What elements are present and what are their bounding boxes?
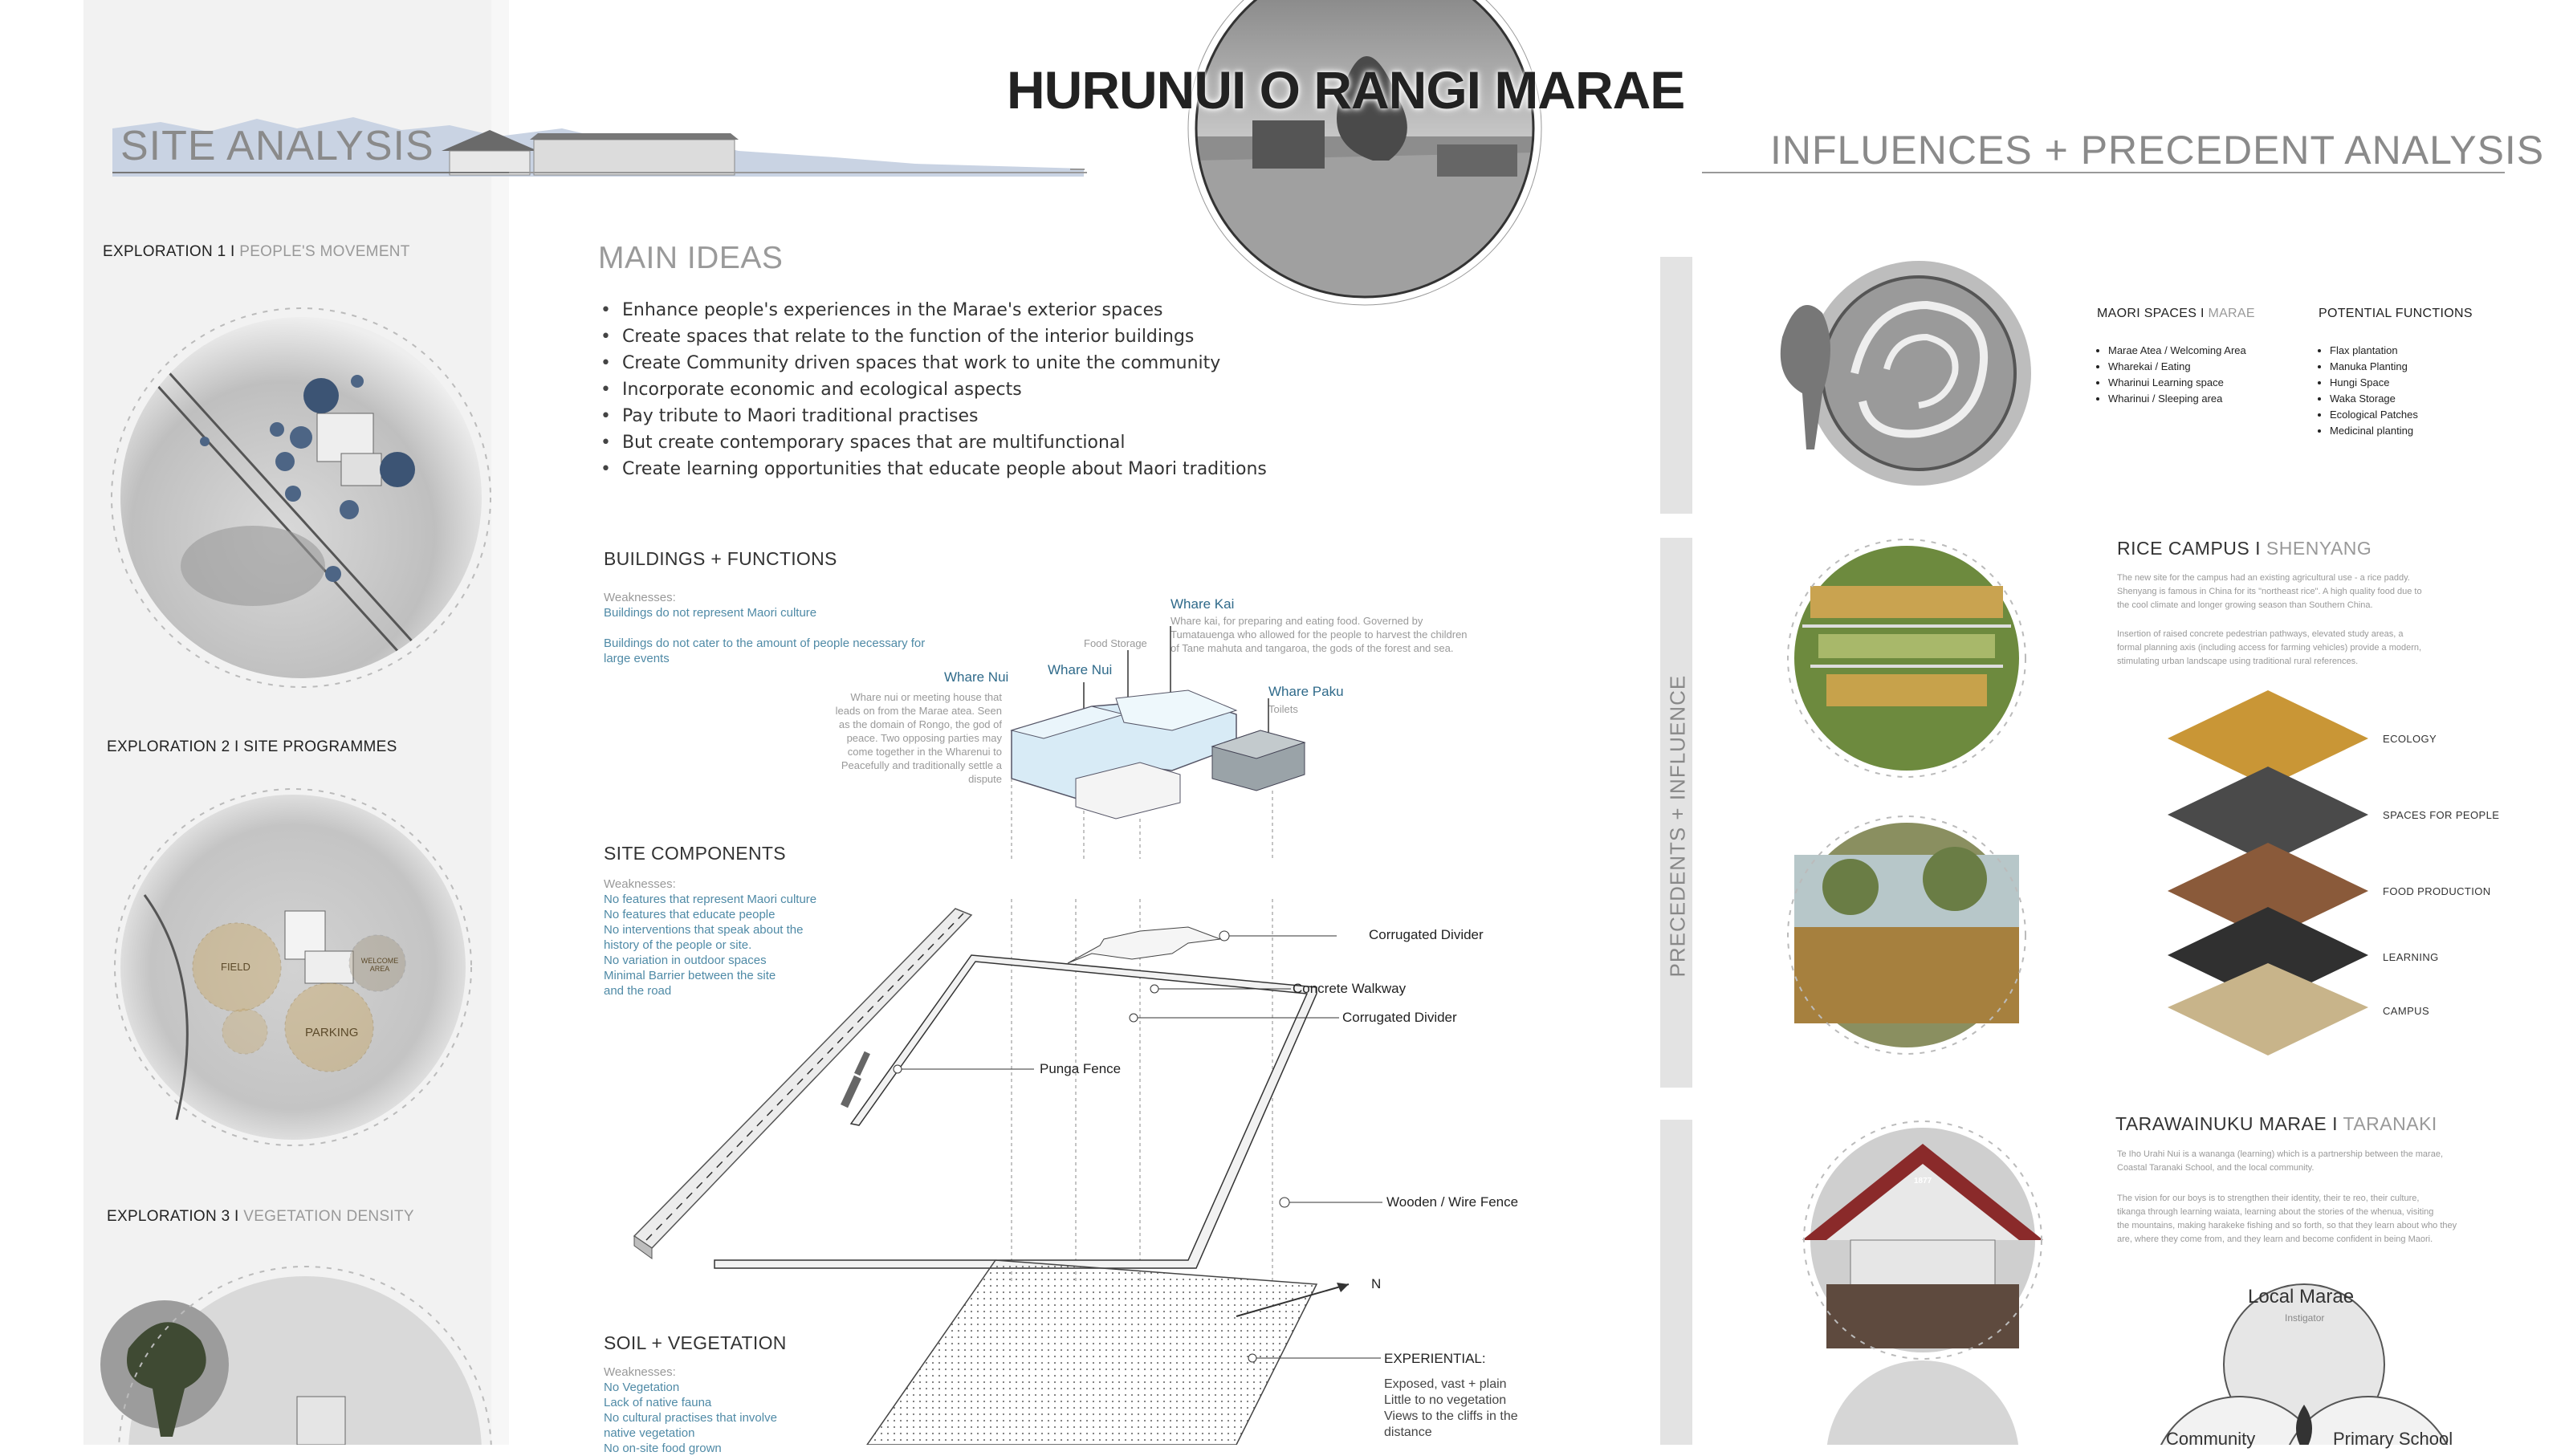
influences-title: INFLUENCES + PRECEDENT ANALYSIS [1770, 128, 2545, 173]
venn-instigator: Instigator [2285, 1312, 2325, 1324]
venn-community: Community [2166, 1429, 2256, 1449]
potential-function-item: • Hungi Space [2330, 375, 2418, 391]
north-label: N [1371, 1276, 1382, 1291]
field-label: FIELD [221, 961, 250, 973]
concrete-walkway-label: Concrete Walkway [1293, 981, 1407, 996]
soil-weaknesses: Weaknesses: No Vegetation Lack of native fauna No cultural practises that involve native vegetation No on-site food grown [604, 1365, 777, 1455]
header-rule-right [1702, 169, 2505, 177]
tarawainuku-paragraph-2: The vision for our boys is to strengthen their identity, their te reo, their culture, tikanga through learning waiata, learning about the stories of the whenua, visiting the mountains, making harakeke fishing and so forth, so that they learn about who they are, where they come from, and they learn and become confident in being Maori. [2117, 1194, 2457, 1244]
exploration-3-label: EXPLORATION 3 I VEGETATION DENSITY [107, 1208, 414, 1225]
buildings-title: BUILDINGS + FUNCTIONS [604, 548, 837, 569]
main-idea-item: • Pay tribute to Maori traditional practises [601, 403, 1267, 429]
rice-campus-title: RICE CAMPUS I SHENYANG [2117, 538, 2372, 559]
wooden-fence-label: Wooden / Wire Fence [1386, 1194, 1519, 1210]
layer-label-food: FOOD PRODUCTION [2383, 885, 2491, 897]
whare-nui-label: Whare Nui [1048, 662, 1113, 677]
marae-globe-image [1084, 0, 1646, 313]
maori-space-item: • Wharekai / Eating [2108, 359, 2246, 375]
vertical-bar-3 [1660, 1120, 1692, 1445]
main-idea-item: • Incorporate economic and ecological aspects [601, 376, 1267, 403]
exploration-2-label: EXPLORATION 2 I SITE PROGRAMMES [107, 738, 397, 755]
tarawainuku-paragraph-1: Te Iho Urahi Nui is a wananga (learning) which is a partnership between the marae, Coastal Taranaki School, and the local community. [2117, 1149, 2443, 1173]
exploration-1-label: EXPLORATION 1 I PEOPLE'S MOVEMENT [103, 243, 410, 260]
main-ideas-list [601, 297, 1267, 482]
exploration-1-map [108, 301, 494, 694]
venn-primary-school: Primary School [2333, 1429, 2453, 1449]
panel-divider [491, 0, 509, 1445]
main-ideas-title: MAIN IDEAS [598, 241, 784, 275]
left-margin [0, 0, 83, 1445]
corrugated-divider-label-2: Corrugated Divider [1342, 1010, 1457, 1025]
layer-label-learning: LEARNING [2383, 951, 2439, 963]
experiential-list: Exposed, vast + plain Little to no vegetation Views to the cliffs in the distance [1384, 1377, 1518, 1439]
venn-local-marae: Local Marae [2248, 1286, 2355, 1308]
potential-function-item: • Ecological Patches [2330, 407, 2418, 423]
whare-kai-label: Whare Kai [1171, 596, 1235, 612]
main-idea-item: • Create learning opportunities that educate people about Maori traditions [601, 456, 1267, 482]
food-storage-label: Food Storage [1084, 637, 1147, 649]
parking-label: PARKING [305, 1026, 359, 1039]
toilets-label: Toilets [1268, 703, 1298, 715]
maori-space-item: • Wharinui / Sleeping area [2108, 391, 2246, 407]
potential-function-item: • Waka Storage [2330, 391, 2418, 407]
maori-carving-image [1758, 241, 2063, 514]
main-idea-item: • Create spaces that relate to the function of the interior buildings [601, 323, 1267, 350]
main-idea-item: • Create Community driven spaces that work to unite the community [601, 350, 1267, 376]
whare-kai-description: Whare kai, for preparing and eating food. Governed by Tumatauenga who allowed for the people to harvest the children of Tane mahuta and tangaroa, the gods of the forest and sea. [1171, 615, 1468, 654]
header-rule-left [509, 169, 1087, 177]
potential-function-item: • Manuka Planting [2330, 359, 2418, 375]
maori-spaces-list [2097, 343, 2246, 407]
site-analysis-title: SITE ANALYSIS [120, 123, 434, 169]
tarawainuku-title: TARAWAINUKU MARAE I TARANAKI [2115, 1113, 2437, 1134]
exploration-3-map [96, 1252, 498, 1445]
rice-campus-paragraph-1: The new site for the campus had an existing agricultural use - a rice paddy. Shenyang is famous in China for its "northeast rice". A high quality food due to the cool climate and longer growing season than Southern China. [2117, 573, 2422, 610]
site-analysis-panel [83, 0, 491, 1445]
page-title: HURUNUI O RANGI MARAE [1007, 60, 1685, 120]
whare-nui-label-left: Whare Nui [944, 669, 1009, 685]
corrugated-divider-label: Corrugated Divider [1369, 927, 1484, 942]
potential-functions-title: POTENTIAL FUNCTIONS [2319, 307, 2473, 320]
vertical-bar-1 [1660, 257, 1692, 514]
main-idea-item: • Enhance people's experiences in the Marae's exterior spaces [601, 297, 1267, 323]
buildings-weaknesses: Weaknesses: Buildings do not represent Maori culture Buildings do not cater to the amount of people necessary for large events [604, 591, 926, 665]
whare-nui-description: Whare nui or meeting house that leads on from the Marae atea. Seen as the domain of Rongo, the god of peace. Two opposing parties may come together in the Wharenui to Peacefully and traditionally settle a dispute [835, 691, 1002, 785]
potential-functions-list [2319, 343, 2418, 439]
house-number: 1877 [1914, 1177, 1932, 1186]
campus-layers-diagram [2160, 690, 2376, 1068]
potential-function-item: • Flax plantation [2330, 343, 2418, 359]
buildings-axonometric [995, 618, 1333, 859]
layer-label-ecology: ECOLOGY [2383, 733, 2437, 745]
maori-spaces-title: MAORI SPACES I MARAE [2097, 307, 2255, 320]
maori-space-item: • Wharinui Learning space [2108, 375, 2246, 391]
precedents-vertical-label: PRECEDENTS + INFLUENCE [1665, 674, 1690, 978]
punga-fence-label: Punga Fence [1040, 1061, 1122, 1076]
potential-function-item: • Medicinal planting [2330, 423, 2418, 439]
site-components-weaknesses: Weaknesses: No features that represent Maori culture No features that educate people No interventions that speak about the history of the people or site. No variation in outdoor spaces Minimal Barrier between the site and the road [604, 877, 817, 998]
rice-campus-image-1 [1762, 538, 2051, 787]
tarawainuku-image [1762, 1120, 2067, 1445]
exploration-2-map [112, 783, 482, 1152]
main-idea-item: • But create contemporary spaces that are multifunctional [601, 429, 1267, 456]
maori-space-item: • Marae Atea / Welcoming Area [2108, 343, 2246, 359]
soil-vegetation-title: SOIL + VEGETATION [604, 1332, 787, 1353]
layer-label-campus: CAMPUS [2383, 1005, 2430, 1017]
site-components-title: SITE COMPONENTS [604, 843, 786, 864]
rice-campus-paragraph-2: Insertion of raised concrete pedestrian pathways, elevated study areas, a formal planning axis (including access for farming vehicles) provide a modern, stimulating urban landscape using traditional rural references. [2117, 629, 2422, 666]
layer-label-spaces: SPACES FOR PEOPLE [2383, 809, 2500, 821]
whare-paku-label: Whare Paku [1268, 684, 1344, 699]
welcome-label: WELCOME AREA [360, 957, 399, 973]
experiential-title: EXPERIENTIAL: [1384, 1351, 1486, 1366]
rice-campus-image-2 [1762, 807, 2051, 1064]
